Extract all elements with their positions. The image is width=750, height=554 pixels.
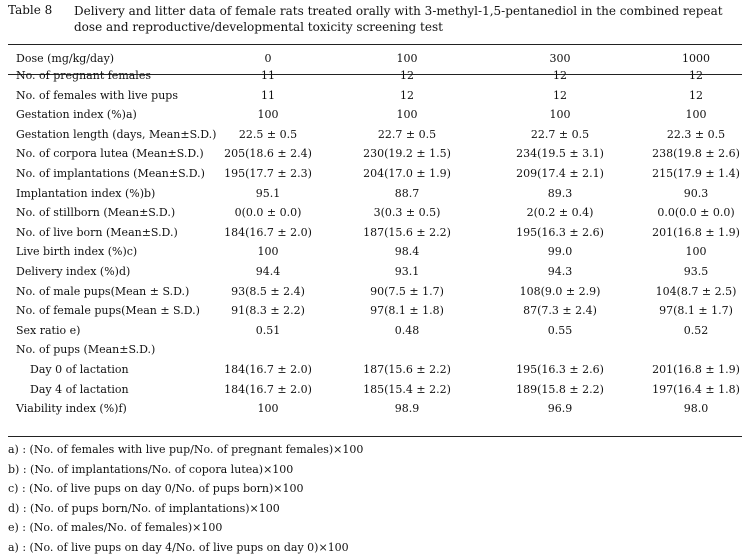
row-value-dose-0: 22.5 ± 0.5: [238, 127, 298, 141]
row-value-dose-0: 93(8.5 ± 2.4): [231, 284, 305, 298]
row-value-dose-3: 215(17.9 ± 1.4): [652, 167, 740, 180]
row-value-dose-1: 0.48: [394, 323, 420, 337]
row-value-dose-3: 100: [685, 245, 707, 259]
row-value-dose-1: 187(15.6 ± 2.2): [363, 363, 451, 376]
table-row: [8, 187, 742, 206]
row-value-dose-3: 100: [685, 108, 707, 122]
row-label: Day 0 of lactation: [30, 363, 129, 376]
dose-header-100: 100: [396, 52, 418, 65]
footnote: a) : (No. of live pups on day 4/No. of live pups on day 0)×100: [8, 540, 349, 554]
table-title: Delivery and litter data of female rats treated orally with 3-methyl-1,5-pentanediol in the combined repeat dose and reproductive/developmental toxicity screening test: [74, 4, 723, 34]
row-label: Sex ratio e): [16, 323, 81, 337]
row-value-dose-1: 185(15.4 ± 2.2): [363, 382, 451, 396]
table-row: [8, 226, 742, 245]
row-label: Viability index (%)f): [16, 402, 127, 416]
table-row: [8, 245, 742, 264]
footnote: c) : (No. of live pups on day 0/No. of pups born)×100: [8, 482, 304, 495]
row-label: Implantation index (%)b): [16, 186, 156, 200]
row-value-dose-1: 90(7.5 ± 1.7): [370, 284, 444, 298]
row-value-dose-2: 12: [553, 88, 567, 102]
row-value-dose-3: 201(16.8 ± 1.9): [652, 225, 740, 239]
row-value-dose-1: 204(17.0 ± 1.9): [363, 167, 451, 180]
row-value-dose-3: 104(8.7 ± 2.5): [655, 284, 737, 298]
row-value-dose-1: 98.9: [394, 402, 420, 416]
row-label: No. of females with live pups: [16, 88, 178, 102]
row-value-dose-2: 87(7.3 ± 2.4): [523, 304, 597, 318]
row-value-dose-1: 230(19.2 ± 1.5): [363, 147, 451, 161]
row-value-dose-2: 22.7 ± 0.5: [530, 127, 590, 141]
footnote: a) : (No. of females with live pup/No. of pregnant females)×100: [8, 443, 364, 456]
table-row: [8, 108, 742, 127]
row-value-dose-3: 197(16.4 ± 1.8): [652, 382, 740, 396]
row-label: No. of corpora lutea (Mean±S.D.): [16, 147, 204, 161]
row-value-dose-2: 209(17.4 ± 2.1): [516, 167, 604, 180]
row-value-dose-1: 22.7 ± 0.5: [377, 127, 437, 141]
row-value-dose-0: 11: [261, 88, 275, 102]
row-value-dose-1: 12: [400, 88, 414, 102]
dose-header-0: 0: [264, 52, 272, 65]
table-row: [8, 69, 742, 88]
dose-header-300: 300: [549, 52, 571, 65]
row-value-dose-2: 96.9: [547, 402, 573, 416]
row-value-dose-3: 12: [689, 88, 703, 102]
row-value-dose-2: 2(0.2 ± 0.4): [526, 206, 594, 220]
table-row: [8, 363, 742, 382]
row-value-dose-2: 89.3: [547, 186, 573, 200]
row-value-dose-3: 12: [689, 69, 703, 82]
row-value-dose-2: 99.0: [547, 245, 573, 259]
row-value-dose-0: 100: [257, 245, 279, 259]
row-value-dose-0: 11: [261, 69, 275, 82]
row-value-dose-1: 88.7: [394, 186, 420, 200]
row-value-dose-0: 205(18.6 ± 2.4): [224, 147, 312, 161]
row-value-dose-0: 195(17.7 ± 2.3): [224, 167, 312, 180]
row-value-dose-3: 201(16.8 ± 1.9): [652, 363, 740, 376]
row-label: Gestation index (%)a): [16, 108, 137, 122]
dose-header-1000: 1000: [682, 52, 710, 65]
row-value-dose-0: 0(0.0 ± 0.0): [234, 206, 302, 220]
row-value-dose-3: 238(19.8 ± 2.6): [652, 147, 740, 161]
table-top-rule: [8, 44, 742, 45]
row-value-dose-2: 0.55: [547, 323, 573, 337]
row-value-dose-2: 189(15.8 ± 2.2): [516, 382, 604, 396]
row-label: No. of female pups(Mean ± S.D.): [16, 304, 200, 318]
row-value-dose-3: 0.52: [683, 323, 709, 337]
row-value-dose-0: 184(16.7 ± 2.0): [224, 382, 312, 396]
row-value-dose-1: 100: [396, 108, 418, 122]
dose-header-label: Dose (mg/kg/day): [16, 52, 115, 65]
row-value-dose-0: 0.51: [255, 323, 281, 337]
row-label: No. of male pups(Mean ± S.D.): [16, 284, 190, 298]
table-row: [8, 147, 742, 166]
row-value-dose-2: 108(9.0 ± 2.9): [519, 284, 601, 298]
row-value-dose-0: 91(8.3 ± 2.2): [231, 304, 305, 318]
row-value-dose-3: 22.3 ± 0.5: [666, 127, 726, 141]
footnote: b) : (No. of implantations/No. of copora lutea)×100: [8, 462, 294, 476]
row-value-dose-2: 195(16.3 ± 2.6): [516, 363, 604, 376]
row-value-dose-2: 94.3: [547, 265, 573, 278]
table-row: [8, 304, 742, 323]
row-value-dose-2: 12: [553, 69, 567, 82]
row-value-dose-1: 3(0.3 ± 0.5): [373, 206, 441, 220]
row-label: No. of live born (Mean±S.D.): [16, 225, 178, 239]
table-row: [8, 285, 742, 304]
row-value-dose-3: 0.0(0.0 ± 0.0): [657, 206, 735, 220]
row-value-dose-1: 98.4: [394, 245, 420, 259]
row-value-dose-1: 93.1: [394, 265, 420, 278]
table-row: [8, 167, 742, 186]
table-row: [8, 128, 742, 147]
row-label: No. of pups (Mean±S.D.): [16, 343, 156, 357]
table-row: [8, 343, 742, 362]
table-row: [8, 265, 742, 284]
row-value-dose-1: 12: [400, 69, 414, 82]
row-value-dose-3: 98.0: [683, 402, 709, 416]
row-value-dose-2: 100: [549, 108, 571, 122]
row-value-dose-2: 234(19.5 ± 3.1): [516, 147, 604, 161]
row-label: No. of implantations (Mean±S.D.): [16, 167, 205, 180]
row-value-dose-1: 97(8.1 ± 1.8): [370, 304, 444, 318]
table-number: Table 8: [8, 3, 53, 17]
table-row: [8, 324, 742, 343]
row-label: Live birth index (%)c): [16, 245, 138, 259]
row-value-dose-2: 195(16.3 ± 2.6): [516, 225, 604, 239]
row-value-dose-0: 95.1: [255, 186, 281, 200]
footnote: d) : (No. of pups born/No. of implantations)×100: [8, 501, 280, 515]
table-row: [8, 402, 742, 421]
row-value-dose-0: 100: [257, 402, 279, 416]
row-value-dose-3: 97(8.1 ± 1.7): [659, 304, 733, 318]
table-bottom-rule: [8, 436, 742, 437]
table-row: [8, 383, 742, 402]
row-value-dose-3: 93.5: [683, 265, 709, 278]
table-row: [8, 89, 742, 108]
row-label: Delivery index (%)d): [16, 265, 131, 278]
row-value-dose-0: 100: [257, 108, 279, 122]
table-row: [8, 206, 742, 225]
row-label: No. of stillborn (Mean±S.D.): [16, 206, 176, 220]
row-label: Gestation length (days, Mean±S.D.): [16, 127, 217, 141]
row-value-dose-0: 94.4: [255, 265, 281, 278]
table-header: [8, 52, 742, 70]
row-value-dose-0: 184(16.7 ± 2.0): [224, 225, 312, 239]
footnote: e) : (No. of males/No. of females)×100: [8, 521, 223, 534]
row-value-dose-0: 184(16.7 ± 2.0): [224, 363, 312, 376]
row-label: No. of pregnant females: [16, 69, 151, 82]
row-value-dose-1: 187(15.6 ± 2.2): [363, 225, 451, 239]
row-label: Day 4 of lactation: [30, 382, 129, 396]
row-value-dose-3: 90.3: [683, 186, 709, 200]
